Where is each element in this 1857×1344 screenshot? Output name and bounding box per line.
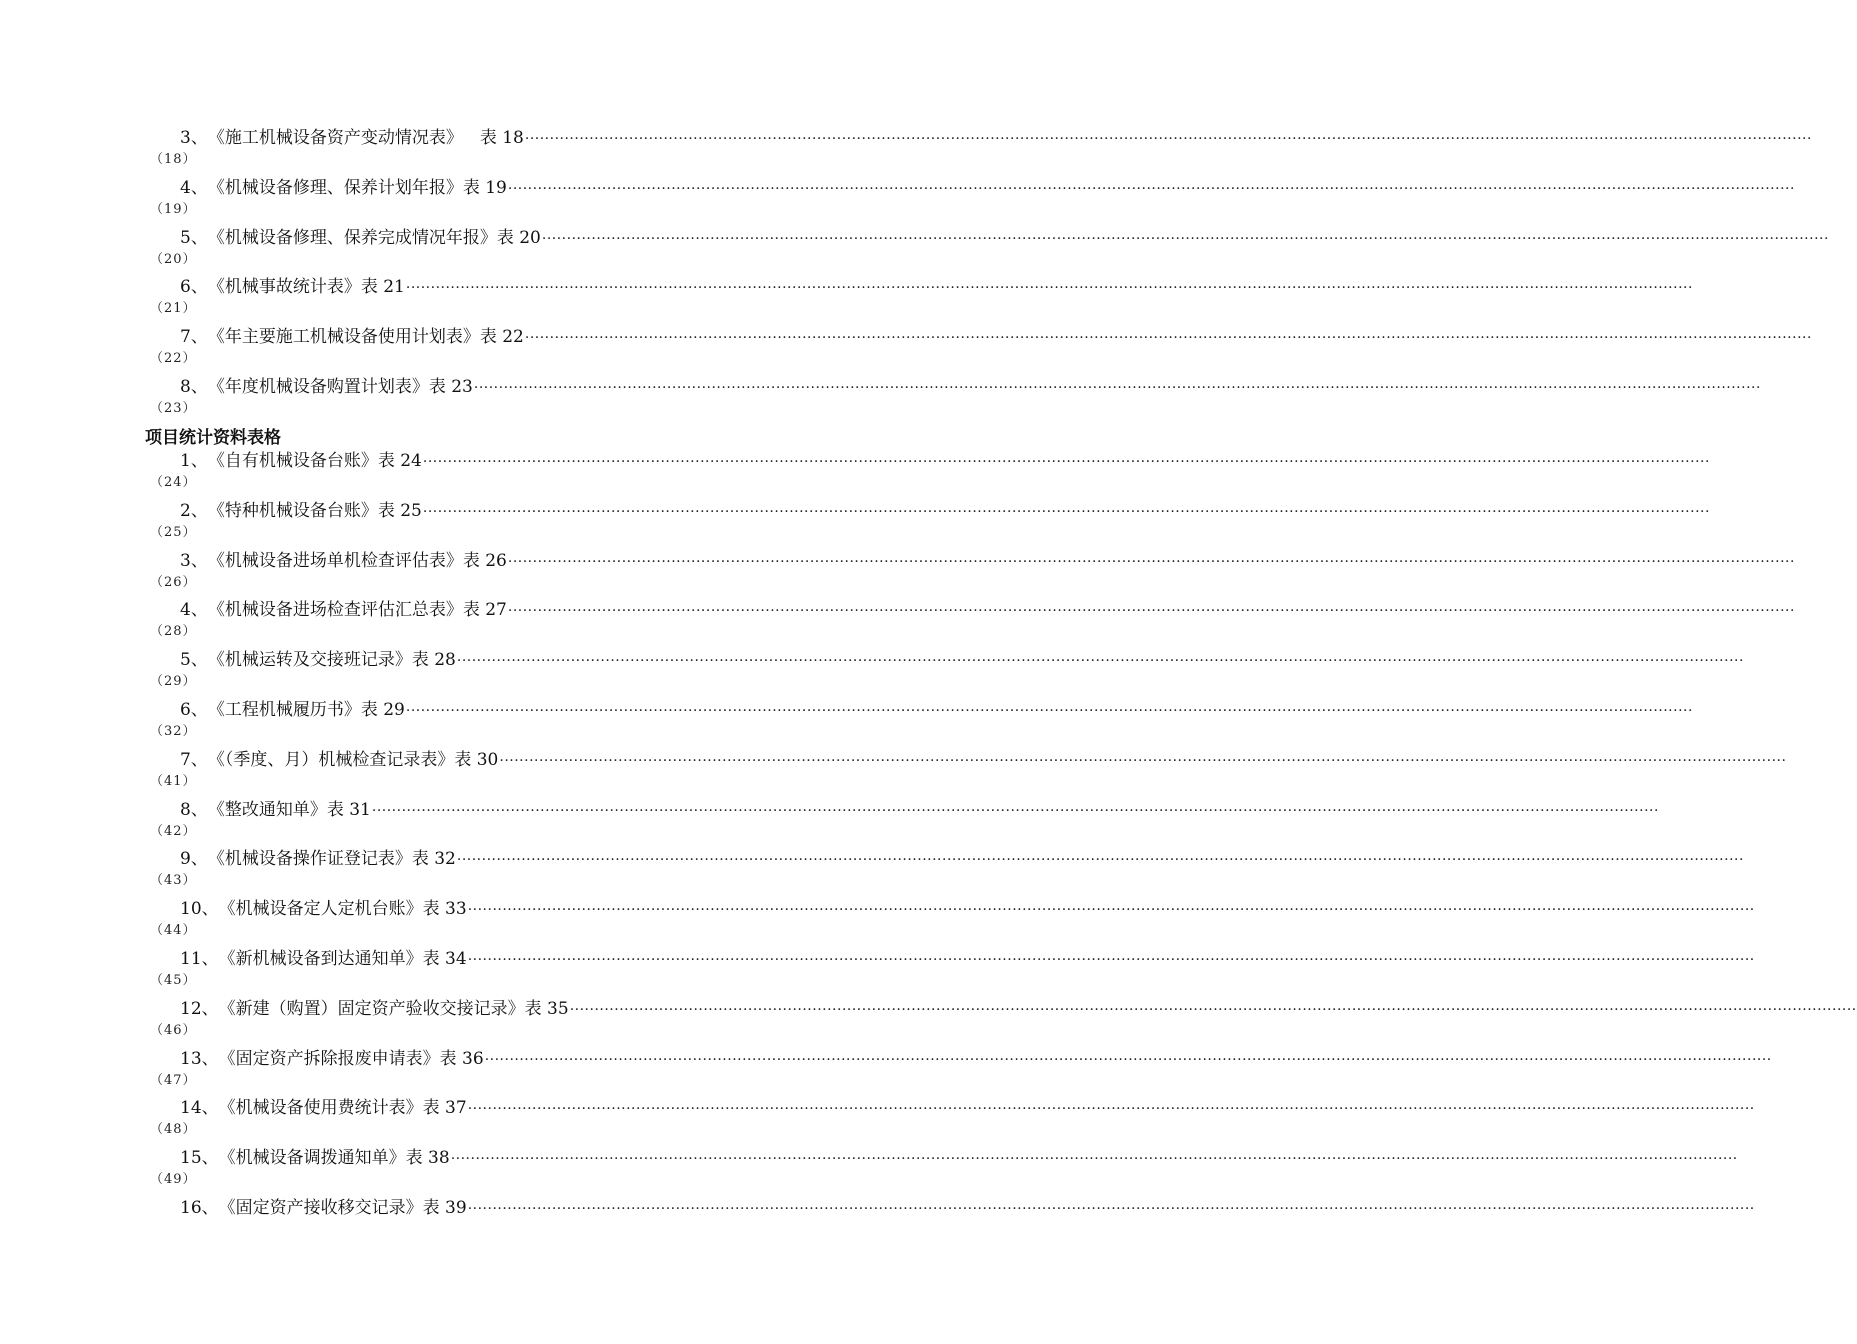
toc-entry-number: 7、 — [180, 327, 208, 348]
toc-entry-line — [180, 697, 1693, 723]
toc-entry — [150, 498, 1710, 548]
toc-entry — [150, 274, 1693, 324]
toc-entry — [150, 747, 1787, 797]
toc-entry-number: 4、 — [180, 177, 208, 198]
toc-entry-line — [180, 448, 1710, 474]
toc-entry-table-ref: 表 31 — [326, 799, 371, 820]
dot-leader: ···································································································································································································································································· — [422, 503, 1710, 520]
dot-leader: ···································································································································································································································································· — [499, 752, 1787, 769]
toc-entry-page-number: （26） — [150, 574, 197, 590]
toc-entry-page-number: （28） — [150, 624, 197, 640]
toc-entry-number: 15、 — [180, 1148, 219, 1169]
toc-entry-line — [180, 647, 1744, 673]
toc-entry-title: 《机械设备进场单机检查评估表》 — [207, 550, 463, 571]
toc-entry-title: 《机械设备修理、保养计划年报》 — [207, 177, 463, 198]
dot-leader: ···································································································································································································································································· — [405, 703, 1693, 719]
toc-entry — [150, 1145, 1738, 1195]
toc-entry-line — [180, 1145, 1738, 1171]
dot-leader: ···································································································································································································································································· — [371, 802, 1659, 819]
toc-entry-line — [180, 274, 1693, 300]
toc-entry — [150, 946, 1755, 996]
toc-entry-page-number: （18） — [150, 152, 197, 167]
dot-leader: ···································································································································································································································································· — [507, 603, 1795, 620]
toc-entry-table-ref: 表 28 — [411, 650, 456, 671]
dot-leader: ···································································································································································································································································· — [467, 952, 1755, 968]
toc-entry-table-ref: 表 20 — [496, 227, 541, 248]
toc-entry-line — [180, 996, 1857, 1022]
toc-entry — [150, 1095, 1755, 1145]
toc-entry-number: 7、 — [180, 749, 208, 770]
toc-entry-title: 《机械设备使用费统计表》 — [218, 1098, 423, 1119]
toc-entry-table-ref: 表 26 — [462, 550, 507, 571]
toc-entry-number: 6、 — [180, 700, 208, 720]
toc-entry-page-number: （29） — [150, 674, 197, 690]
toc-entry-title: 《机械事故统计表》 — [207, 277, 361, 298]
dot-leader: ···································································································································································································································································· — [450, 1151, 1738, 1168]
toc-entry-table-ref: 表 39 — [422, 1198, 467, 1218]
toc-entry-title: 《机械设备定人定机台账》 — [218, 899, 423, 920]
toc-entry — [150, 896, 1755, 946]
toc-entry-table-ref: 表 34 — [422, 949, 467, 969]
toc-entry-page-number: （49） — [150, 1172, 197, 1188]
toc-entry-line — [180, 747, 1787, 773]
toc-entry-line — [180, 324, 1812, 350]
dot-leader: ···································································································································································································································································· — [541, 230, 1829, 247]
toc-entry-line — [180, 846, 1744, 872]
toc-entry-table-ref: 表 21 — [360, 277, 405, 298]
toc-entry-number: 6、 — [180, 277, 208, 298]
toc-entry-page-number: （43） — [150, 873, 197, 889]
toc-entry-line — [180, 1095, 1755, 1121]
toc-entry-page-number: （24） — [150, 475, 197, 490]
toc-entry-number: 16、 — [180, 1198, 219, 1218]
toc-entry-title: 《新机械设备到达通知单》 — [218, 949, 423, 969]
toc-entry-page-number: （45） — [150, 973, 197, 988]
dot-leader: ···································································································································································································································································· — [524, 131, 1812, 147]
toc-entry-line — [180, 896, 1755, 922]
dot-leader: ···································································································································································································································································· — [405, 280, 1693, 297]
toc-entry-title: 《工程机械履历书》 — [207, 700, 361, 720]
toc-entry-number: 12、 — [180, 998, 219, 1019]
toc-entry-page-number: （25） — [150, 524, 197, 540]
toc-entry-title: 《特种机械设备台账》 — [207, 500, 378, 521]
toc-entry — [150, 647, 1744, 697]
toc-entry-page-number: （41） — [150, 773, 197, 789]
toc-entry-title: 《新建（购置）固定资产验收交接记录》 — [218, 998, 525, 1019]
toc-entry-table-ref: 表 32 — [411, 849, 456, 870]
toc-entry-title: 《机械设备操作证登记表》 — [207, 849, 412, 870]
toc-entry-table-ref: 表 30 — [454, 749, 499, 770]
toc-entry — [150, 548, 1795, 598]
toc-entry-page-number: （32） — [150, 724, 197, 739]
dot-leader: ···································································································································································································································································· — [507, 553, 1795, 570]
toc-entry-title: 《年度机械设备购置计划表》 — [207, 377, 429, 397]
dot-leader: ···································································································································································································································································· — [473, 380, 1761, 396]
toc-entry — [150, 1046, 1772, 1096]
dot-leader: ···································································································································································································································································· — [569, 1001, 1857, 1018]
toc-entry-number: 11、 — [180, 949, 219, 969]
toc-entry — [150, 996, 1857, 1046]
toc-entry-number: 3、 — [180, 550, 208, 571]
toc-entry-number: 3、 — [180, 128, 208, 148]
toc-entry-table-ref: 表 18 — [462, 128, 524, 148]
toc-entry — [150, 175, 1795, 225]
toc-entry-title: 《整改通知单》 — [207, 799, 327, 820]
toc-entry — [150, 324, 1812, 374]
toc-entry-line — [180, 548, 1795, 574]
toc-entry-page-number: （47） — [150, 1072, 197, 1088]
toc-entry-line — [180, 225, 1829, 251]
toc-entry-page-number: （48） — [150, 1122, 197, 1138]
dot-leader: ···································································································································································································································································· — [467, 902, 1755, 919]
toc-entry-page-number: （46） — [150, 1022, 197, 1038]
dot-leader: ···································································································································································································································································· — [467, 1201, 1755, 1217]
toc-entry — [150, 225, 1829, 275]
toc-entry-table-ref: 表 25 — [377, 500, 422, 521]
toc-entry-number: 5、 — [180, 650, 208, 671]
dot-leader: ···································································································································································································································································· — [507, 180, 1795, 197]
toc-entry — [150, 797, 1659, 847]
toc-entry-title: 《机械设备调拨通知单》 — [218, 1148, 406, 1169]
toc-entry-line — [180, 597, 1795, 623]
toc-entry-number: 2、 — [180, 500, 208, 521]
toc-entry-number: 8、 — [180, 799, 208, 820]
toc-entry — [150, 697, 1693, 747]
toc-entry-table-ref: 表 37 — [422, 1098, 467, 1119]
toc-entry-page-number: （44） — [150, 923, 197, 939]
dot-leader: ···································································································································································································································································· — [524, 330, 1812, 347]
toc-entry-title: 《机械设备进场检查评估汇总表》 — [207, 600, 463, 621]
toc-entry — [150, 597, 1795, 647]
toc-entry-table-ref: 表 27 — [462, 600, 507, 621]
toc-entry-number: 1、 — [180, 451, 208, 471]
dot-leader: ···································································································································································································································································· — [422, 454, 1710, 470]
toc-entry-line — [180, 1046, 1772, 1072]
toc-entry — [150, 374, 1761, 424]
toc-entry-page-number: （21） — [150, 301, 197, 317]
toc-entry — [150, 448, 1710, 498]
toc-entry-title: 《固定资产接收移交记录》 — [218, 1198, 423, 1218]
dot-leader: ···································································································································································································································································· — [467, 1101, 1755, 1118]
toc-entry-title: 《固定资产拆除报废申请表》 — [218, 1048, 440, 1069]
toc-entry-table-ref: 表 29 — [360, 700, 405, 720]
toc-entry-number: 8、 — [180, 377, 208, 397]
toc-entry-line — [180, 1195, 1755, 1221]
toc-entry-number: 13、 — [180, 1048, 219, 1069]
toc-entry-line — [180, 797, 1659, 823]
toc-entry-number: 5、 — [180, 227, 208, 248]
toc-entry-line — [180, 374, 1761, 400]
toc-entry-number: 9、 — [180, 849, 208, 870]
toc-entry-page-number: （19） — [150, 201, 197, 217]
dot-leader: ···································································································································································································································································· — [484, 1051, 1772, 1068]
toc-entry-page-number: （20） — [150, 251, 197, 267]
toc-entry — [150, 846, 1744, 896]
toc-entry — [150, 1195, 1755, 1245]
toc-entry-title: 《机械设备修理、保养完成情况年报》 — [207, 227, 497, 248]
section-heading: 项目统计资料表格 — [145, 428, 281, 448]
toc-entry-page-number: （23） — [150, 401, 197, 416]
toc-entry-line — [180, 175, 1795, 201]
toc-entry-page-number: （42） — [150, 823, 197, 839]
toc-entry-title: 《年主要施工机械设备使用计划表》 — [207, 327, 480, 348]
toc-entry-number: 10、 — [180, 899, 219, 920]
toc-entry-table-ref: 表 33 — [422, 899, 467, 920]
toc-entry-title: 《施工机械设备资产变动情况表》 — [207, 128, 463, 148]
toc-entry-page-number: （22） — [150, 351, 197, 367]
toc-entry-table-ref: 表 24 — [377, 451, 422, 471]
toc-entry — [150, 125, 1812, 175]
dot-leader: ···································································································································································································································································· — [456, 653, 1744, 670]
toc-entry-table-ref: 表 22 — [479, 327, 524, 348]
toc-entry-table-ref: 表 38 — [405, 1148, 450, 1169]
toc-entry-line — [180, 946, 1755, 972]
toc-entry-title: 《机械运转及交接班记录》 — [207, 650, 412, 671]
toc-entry-table-ref: 表 19 — [462, 177, 507, 198]
toc-entry-table-ref: 表 35 — [524, 998, 569, 1019]
dot-leader: ···································································································································································································································································· — [456, 852, 1744, 869]
toc-entry-number: 14、 — [180, 1098, 219, 1119]
toc-entry-line — [180, 125, 1812, 151]
toc-entry-table-ref: 表 23 — [428, 377, 473, 397]
toc-entry-table-ref: 表 36 — [439, 1048, 484, 1069]
toc-entry-number: 4、 — [180, 600, 208, 621]
toc-entry-line — [180, 498, 1710, 524]
toc-entry-title: 《自有机械设备台账》 — [207, 451, 378, 471]
toc-entry-title: 《（季度、月）机械检查记录表》 — [207, 749, 455, 770]
